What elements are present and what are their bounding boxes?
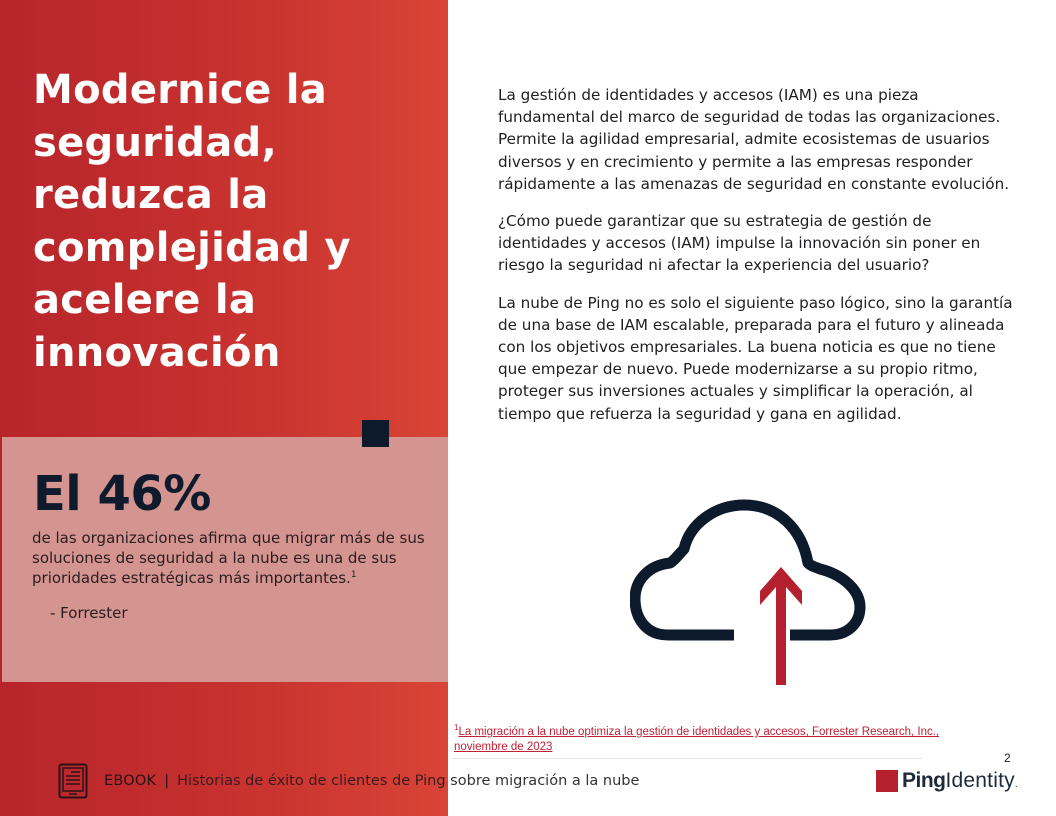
- cloud-upload-icon: [630, 495, 870, 690]
- footnote: [454, 725, 994, 755]
- footer-separator: |: [164, 773, 170, 789]
- footnote-marker: 1: [454, 723, 459, 733]
- footer-title-part: Historias de éxito de clientes de Ping: [177, 773, 446, 789]
- page-number: 2: [1004, 751, 1011, 765]
- logo-text-regular: Identity: [945, 769, 1015, 792]
- stat-source: - Forrester: [50, 604, 128, 622]
- logo-text-bold: Ping: [902, 769, 946, 792]
- footer-ebook-label: EBOOK: [104, 773, 157, 789]
- body-copy: [498, 84, 1018, 440]
- page-headline: Modernice la seguridad, reduzca la complejidad y acelere la innovación: [33, 67, 351, 376]
- footnote-divider: [452, 758, 922, 759]
- footnote-link[interactable]: La migración a la nube optimiza la gestión de identidades y accesos, Forrester Research, Inc., noviembre de 2023: [454, 726, 940, 753]
- logo-square-icon: [876, 770, 898, 792]
- body-paragraph: La gestión de identidades y accesos (IAM) es una pieza fundamental del marco de seguridad de todas las organizaciones. Permite la agilidad empresarial, admite ecosistemas de usuarios diversos y en crecimiento y permite a las empresas responder rápidamente a las amenazas de seguridad en constante evolución.: [498, 86, 1010, 193]
- stat-description: [32, 528, 432, 588]
- ping-identity-logo: [876, 768, 1018, 794]
- ebook-icon: [58, 763, 88, 799]
- logo-mark: .: [1014, 779, 1018, 790]
- left-red-panel: [0, 0, 448, 816]
- footer-document-title: [177, 773, 639, 789]
- footer-bar: [58, 762, 639, 800]
- accent-square: [362, 420, 389, 447]
- body-paragraph: ¿Cómo puede garantizar que su estrategia de gestión de identidades y accesos (IAM) impulse la innovación sin poner en riesgo la seguridad ni afectar la experiencia del usuario?: [498, 212, 981, 275]
- stat-value: El 46%: [33, 466, 211, 522]
- body-paragraph: La nube de Ping no es solo el siguiente paso lógico, sino la garantía de una base de IAM escalable, preparada para el futuro y alineada con los objetivos empresariales. La buena noticia es que no tiene que empezar de nuevo. Puede modernizarse a su propio ritmo, proteger sus inversiones actuales y simplificar la operación, al tiempo que refuerza la seguridad y gana en agilidad.: [498, 293, 1013, 423]
- footer-title-part: sobre migración a la nube: [445, 773, 640, 789]
- stat-description-text: de las organizaciones afirma que migrar más de sus soluciones de seguridad a la nube es una de sus prioridades estratégicas más importantes.: [32, 529, 425, 587]
- stat-footnote-ref: 1: [350, 570, 357, 580]
